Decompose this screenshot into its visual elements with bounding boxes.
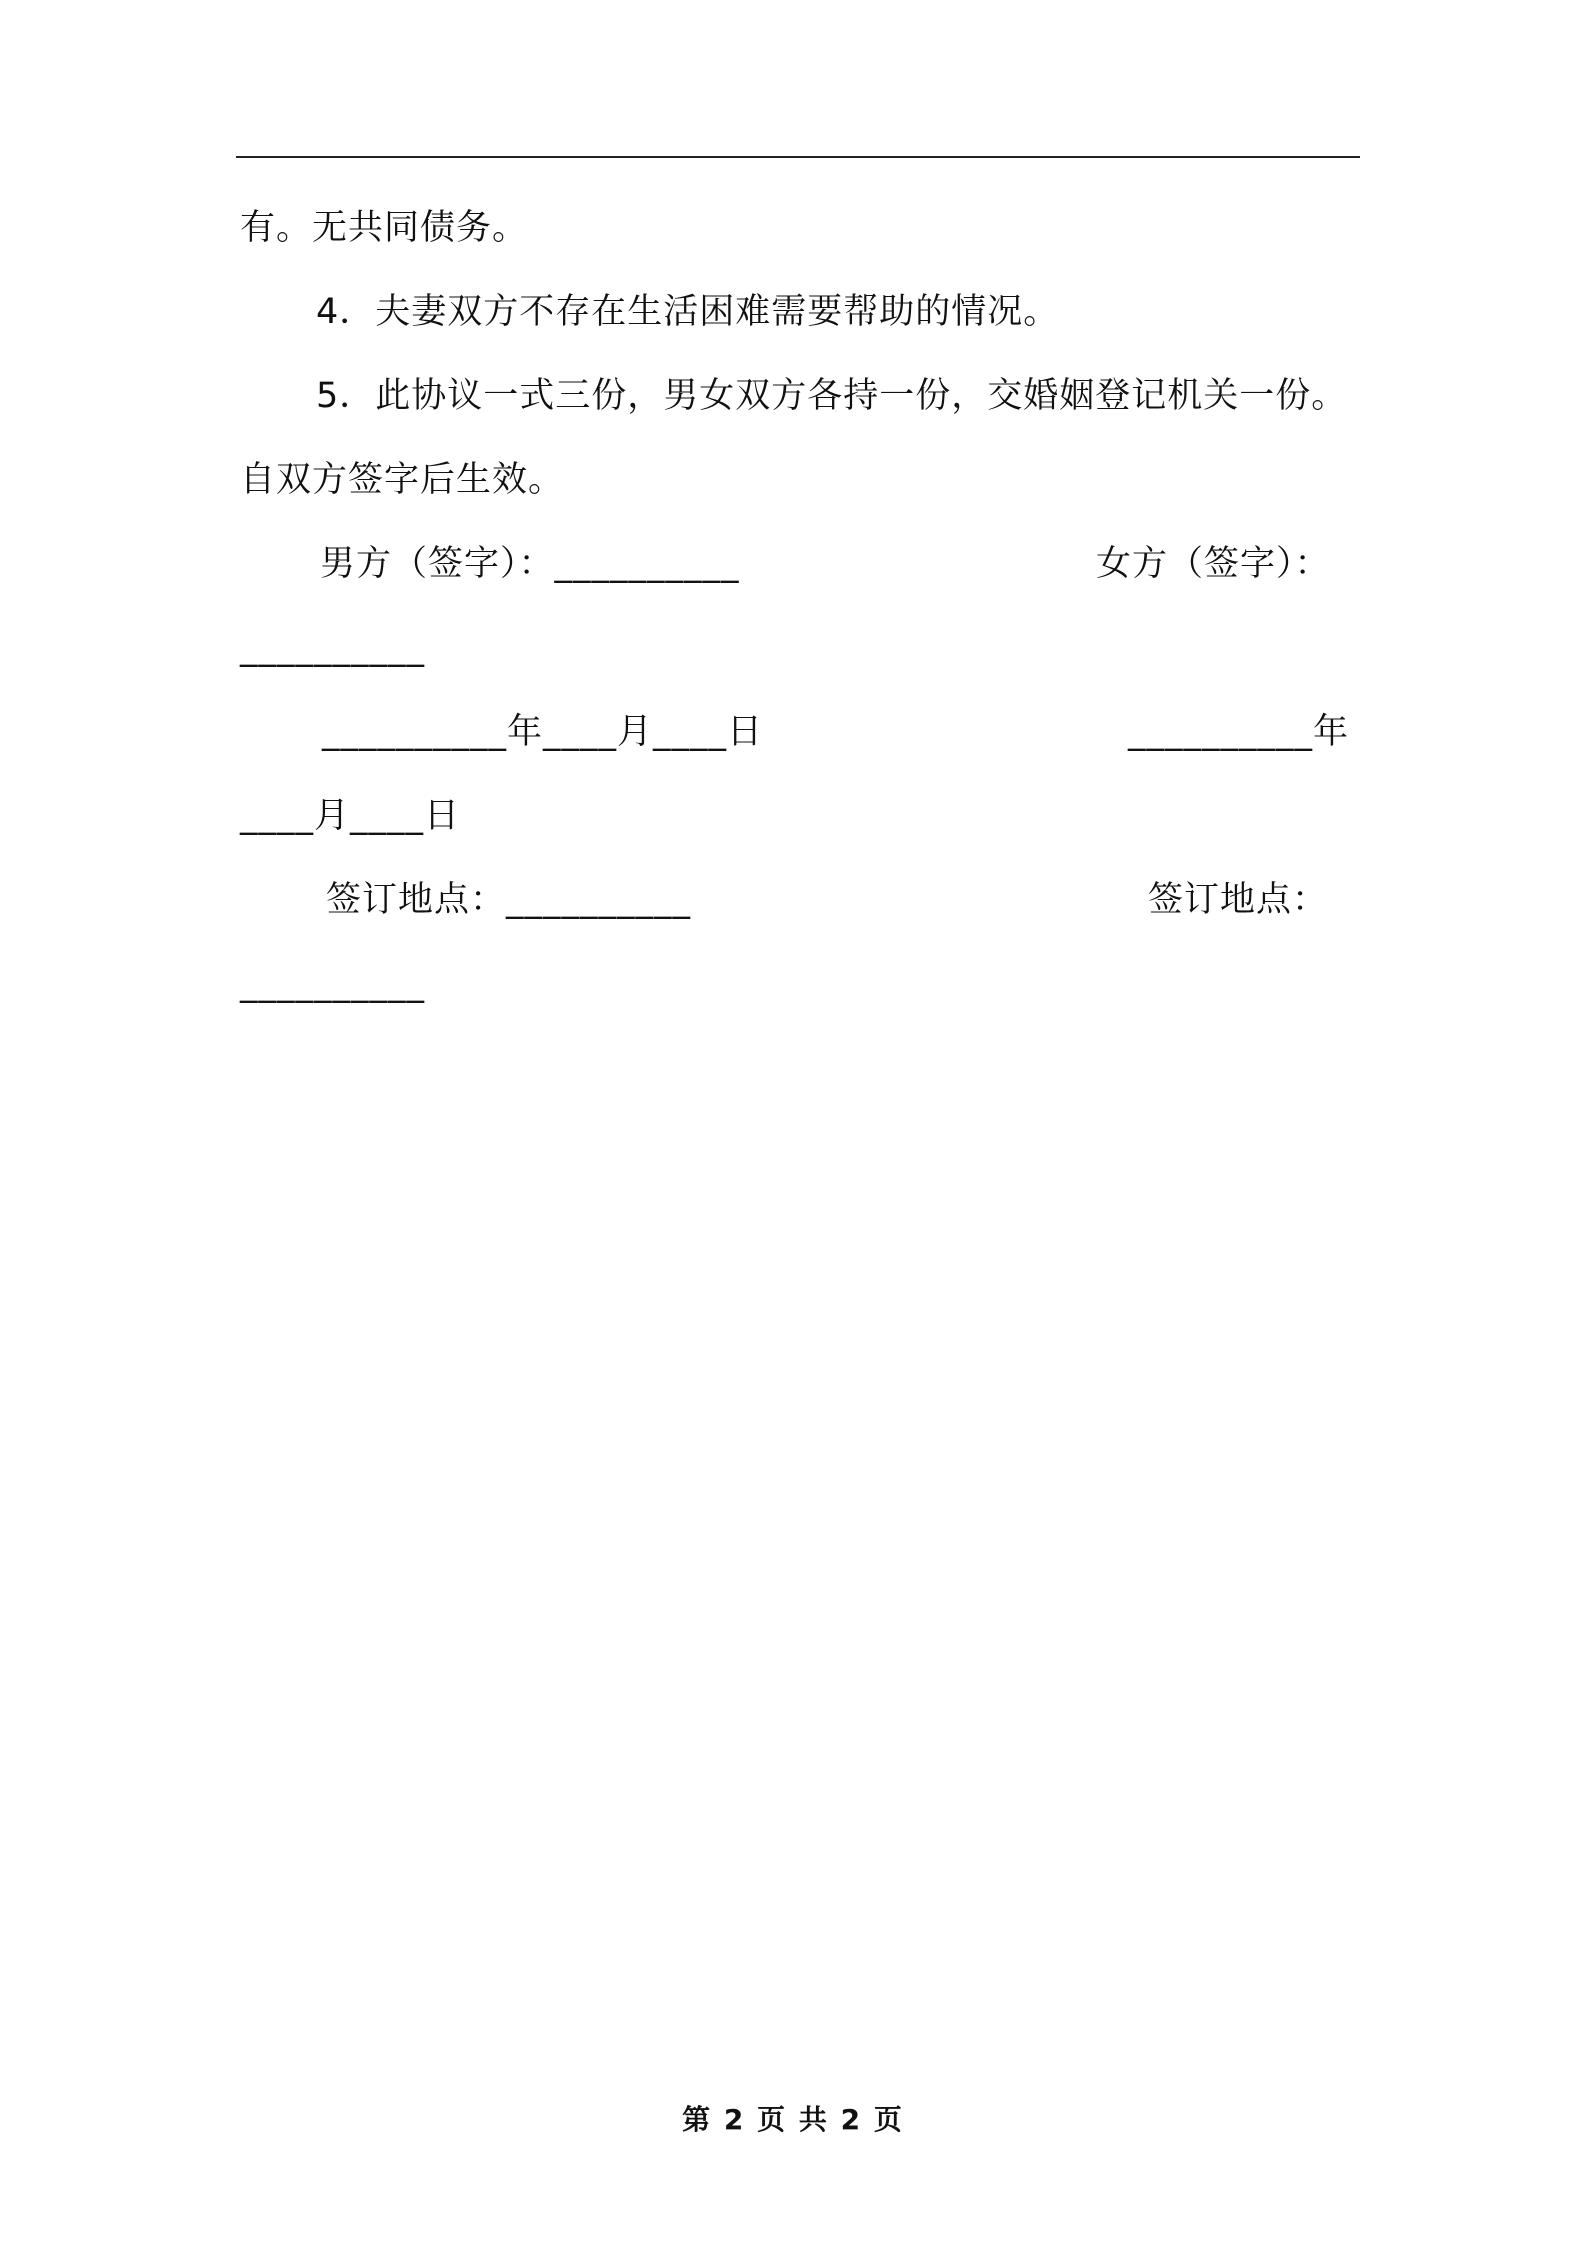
paragraph-line: 有。无共同债务。 — [240, 208, 529, 248]
male-signature-line: 男方（签字）：__________ — [320, 544, 740, 584]
female-date-month-day: ____月____日 — [240, 796, 461, 836]
male-place-line: 签订地点：__________ — [326, 880, 692, 920]
female-signature-blank: __________ — [240, 628, 425, 668]
female-signature-label: 女方（签字）： — [1096, 544, 1331, 584]
header-rule — [236, 156, 1360, 158]
female-place-label: 签订地点： — [1148, 880, 1329, 920]
paragraph-line: 5．此协议一式三份，男女双方各持一份，交婚姻登记机关一份。 — [316, 376, 1348, 416]
female-place-blank: __________ — [240, 964, 425, 1004]
page-number: 第 2 页 共 2 页 — [682, 2103, 904, 2136]
male-date-line: __________年____月____日 — [322, 712, 764, 752]
paragraph-line: 4．夫妻双方不存在生活困难需要帮助的情况。 — [316, 292, 1060, 332]
paragraph-line: 自双方签字后生效。 — [240, 460, 565, 500]
female-date-year: __________年 — [1128, 712, 1350, 752]
